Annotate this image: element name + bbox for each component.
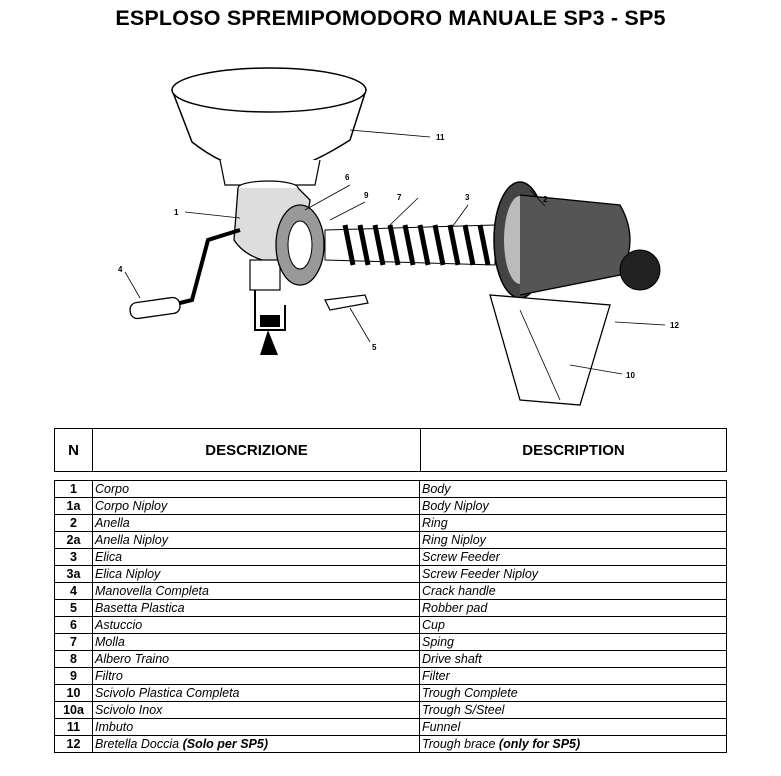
table-row [55,651,727,668]
table-row [55,481,727,498]
part-description-en: Body Niploy [420,498,727,515]
table-row [55,515,727,532]
table-row [55,498,727,515]
part-description-en: Trough brace (only for SP5) [420,736,727,753]
table-row [55,634,727,651]
callout-9: 9 [364,191,369,200]
part-number: 2 [55,515,93,532]
callout-6: 6 [345,173,350,182]
part-description-it: Scivolo Plastica Completa [93,685,420,702]
callout-11: 11 [436,133,445,142]
table-row [55,600,727,617]
part-number: 8 [55,651,93,668]
part-description-en: Body [420,481,727,498]
part-description-it: Elica [93,549,420,566]
header-n: N [55,429,93,472]
callout-7: 7 [397,193,402,202]
table-row [55,532,727,549]
part-number: 1 [55,481,93,498]
part-description-it: Molla [93,634,420,651]
funnel-part [172,68,366,185]
part-description-en: Screw Feeder Niploy [420,566,727,583]
part-description-en: Crack handle [420,583,727,600]
part-description-it: Manovella Completa [93,583,420,600]
callout-1: 1 [174,208,179,217]
part-description-it: Corpo [93,481,420,498]
callout-4: 4 [118,265,123,274]
part-description-en: Funnel [420,719,727,736]
table-row [55,668,727,685]
cup-part [276,205,324,285]
callout-10: 10 [626,371,635,380]
table-row [55,566,727,583]
filter-ring-part [494,182,660,298]
document-title: ESPLOSO SPREMIPOMODORO MANUALE SP3 - SP5 [115,6,666,30]
part-description-it: Albero Traino [93,651,420,668]
callout-5: 5 [372,343,377,352]
part-number: 5 [55,600,93,617]
table-row [55,702,727,719]
part-number: 2a [55,532,93,549]
parts-table [54,480,727,753]
part-note-en: (only for SP5) [498,737,581,751]
part-description-en: Trough S/Steel [420,702,727,719]
callout-12: 12 [670,321,679,330]
exploded-view-diagram [100,60,700,440]
part-description-it: Elica Niploy [93,566,420,583]
part-description-en: Drive shaft [420,651,727,668]
callout-2: 2 [543,195,548,204]
part-number: 3 [55,549,93,566]
part-description-en: Trough Complete [420,685,727,702]
header-description: DESCRIPTION [421,429,727,472]
part-description-en: Filter [420,668,727,685]
part-number: 10a [55,702,93,719]
part-description-en: Screw Feeder [420,549,727,566]
rubber-pad-part [325,295,368,310]
table-row [55,736,727,753]
table-row [55,685,727,702]
part-number: 1a [55,498,93,515]
part-number: 6 [55,617,93,634]
table-row [55,617,727,634]
part-description-it: Astuccio [93,617,420,634]
part-description-en: Ring Niploy [420,532,727,549]
part-description-it: Anella Niploy [93,532,420,549]
part-number: 10 [55,685,93,702]
table-row [55,583,727,600]
part-description-it: Bretella Doccia (Solo per SP5) [93,736,420,753]
part-description-en: Cup [420,617,727,634]
part-number: 12 [55,736,93,753]
part-description-en: Ring [420,515,727,532]
crank-handle-part [129,230,240,319]
part-note-it: (Solo per SP5) [182,737,268,751]
part-number: 7 [55,634,93,651]
part-number: 3a [55,566,93,583]
part-description-it: Corpo Niploy [93,498,420,515]
table-row [55,719,727,736]
screw-feeder-part [325,225,495,265]
part-description-it: Basetta Plastica [93,600,420,617]
part-description-it: Scivolo Inox [93,702,420,719]
part-description-it: Imbuto [93,719,420,736]
callout-3: 3 [465,193,470,202]
part-number: 11 [55,719,93,736]
part-description-it: Filtro [93,668,420,685]
trough-part [490,295,610,405]
part-description-en: Robber pad [420,600,727,617]
table-header [54,428,727,472]
part-number: 9 [55,668,93,685]
part-description-en: Sping [420,634,727,651]
table-row [55,549,727,566]
header-descrizione: DESCRIZIONE [93,429,421,472]
part-description-it: Anella [93,515,420,532]
part-number: 4 [55,583,93,600]
